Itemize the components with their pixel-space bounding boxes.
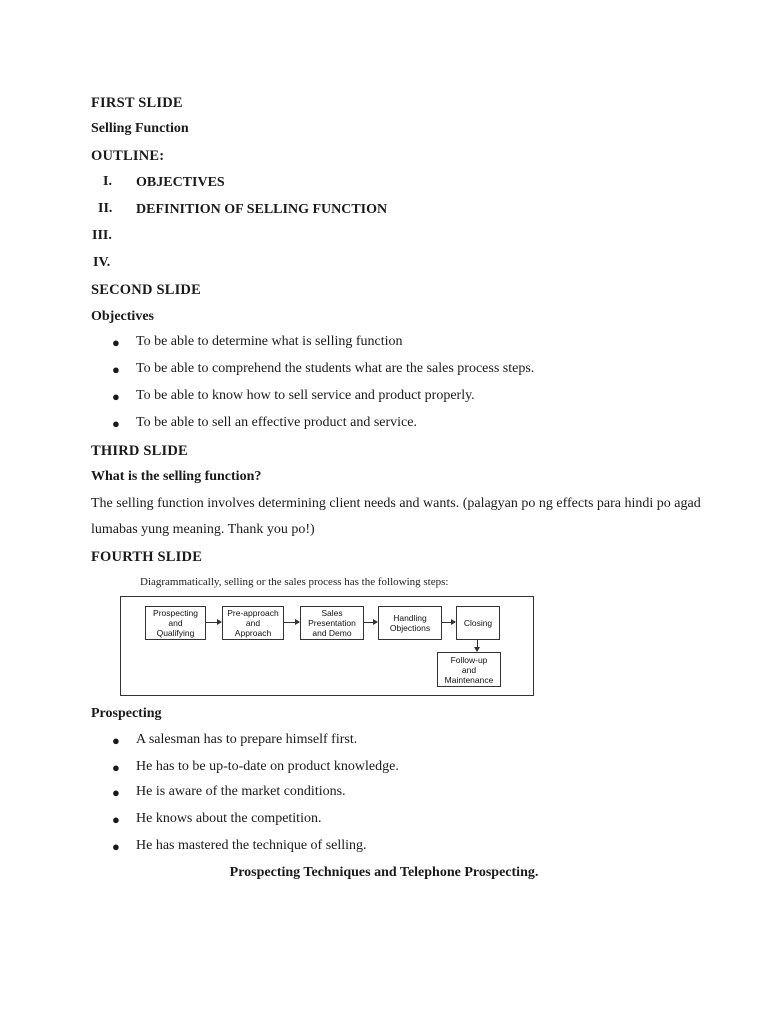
objective-item: To be able to sell an effective product and service. — [136, 415, 417, 430]
step-box-prospecting: Prospecting and Qualifying — [145, 606, 206, 640]
prospecting-item: He knows about the competition. — [136, 811, 322, 826]
third-slide-paragraph: The selling function involves determining client needs and wants. (palagyan po ng effects para hindi po agad lumabas yung meaning. Thank you po!) — [91, 496, 701, 537]
step-box-approach: Pre-approach and Approach — [222, 606, 284, 640]
outline-number: I. — [103, 174, 112, 189]
outline-number: II. — [98, 201, 113, 216]
bullet-icon: ● — [112, 362, 120, 377]
objective-item: To be able to know how to sell service and product properly. — [136, 388, 475, 403]
diagram-caption: Diagrammatically, selling or the sales process has the following steps: — [140, 576, 449, 588]
arrow-right-icon — [441, 622, 455, 623]
arrow-right-icon — [205, 622, 221, 623]
outline-number: IV. — [93, 255, 111, 270]
bullet-icon: ● — [112, 733, 120, 748]
outline-number: III. — [92, 228, 112, 243]
bullet-icon: ● — [112, 812, 120, 827]
outline-label: OUTLINE: — [91, 148, 165, 164]
arrow-right-icon — [283, 622, 299, 623]
bullet-icon: ● — [112, 839, 120, 854]
prospecting-item: He has mastered the technique of selling. — [136, 838, 367, 853]
prospecting-techniques-line: Prospecting Techniques and Telephone Prospecting. — [229, 865, 539, 880]
second-slide-subtitle: Objectives — [91, 309, 154, 324]
step-box-follow-up: Follow-up and Maintenance — [437, 652, 501, 687]
sales-process-diagram — [120, 596, 534, 696]
third-slide-subtitle: What is the selling function? — [91, 469, 262, 484]
second-slide-heading: SECOND SLIDE — [91, 282, 201, 298]
bullet-icon: ● — [112, 389, 120, 404]
bullet-icon: ● — [112, 785, 120, 800]
prospecting-item: He is aware of the market conditions. — [136, 784, 346, 799]
outline-item-text: OBJECTIVES — [136, 175, 225, 190]
objective-item: To be able to comprehend the students what are the sales process steps. — [136, 361, 535, 376]
step-box-closing: Closing — [456, 606, 500, 640]
bullet-icon: ● — [112, 335, 120, 350]
bullet-icon: ● — [112, 416, 120, 431]
step-box-presentation: Sales Presentation and Demo — [300, 606, 364, 640]
outline-item-text: DEFINITION OF SELLING FUNCTION — [136, 202, 388, 217]
first-slide-heading: FIRST SLIDE — [91, 95, 183, 111]
fourth-slide-heading: FOURTH SLIDE — [91, 549, 203, 565]
arrow-right-icon — [363, 622, 377, 623]
step-box-objections: Handling Objections — [378, 606, 442, 640]
first-slide-subtitle: Selling Function — [91, 121, 189, 136]
arrow-down-icon — [477, 639, 478, 651]
prospecting-item: A salesman has to prepare himself first. — [136, 732, 358, 747]
prospecting-subtitle: Prospecting — [91, 706, 162, 721]
prospecting-item: He has to be up-to-date on product knowledge. — [136, 759, 399, 774]
third-slide-heading: THIRD SLIDE — [91, 443, 188, 459]
bullet-icon: ● — [112, 760, 120, 775]
objective-item: To be able to determine what is selling function — [136, 334, 403, 349]
